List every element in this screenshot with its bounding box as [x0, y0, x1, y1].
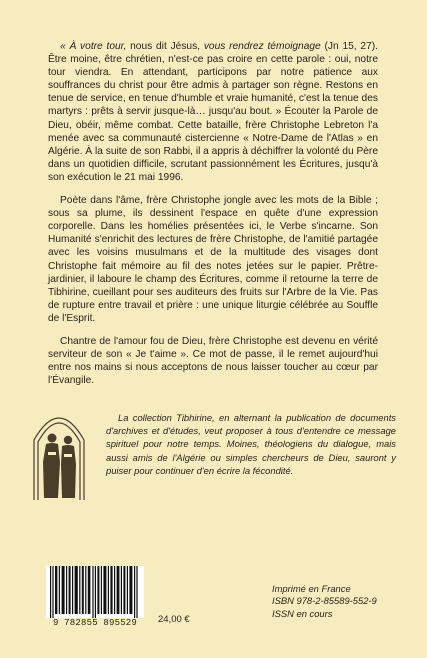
printed-in: Imprimé en France	[272, 583, 351, 594]
barcode	[40, 566, 150, 630]
price: 24,00 €	[158, 614, 190, 625]
paragraph-2: Poète dans l'âme, frère Christophe jongle avec les mots de la Bible ; sous sa plume, ils dessinent l'espace en quête d'une expression corporelle. Dans les homélies présentées ici, le Verbe s'incarne. Son Humanité s'enrichit des lectures de frère Christophe, de l'amitié partagée avec les voisins musulmans et de la multitude des visages dont Christophe fait mémoire au fil des notes jetées sur le papier. Prêtre-jardinier, il laboure le champ des Écritures, comme il retourne la terre de Tibhirine, cueillant pour ses auditeurs des fruits sur l'Arbre de la Vie. Pas de rupture entre travail et prière : une unique liturgie célébrée au Souffle de l'Esprit.	[48, 195, 378, 324]
collection-text: La collection Tibhirine, en alternant la publication de documents d'archives et d'études, veut proposer à tous d'entendre ce message spirituel pour notre temps. Moines, théologiens du dialogue, mais aussi amis de l'Algérie ou simples chercheurs de Dieu, sauront y puiser pour continuer d'en écrire la fécondité.	[106, 412, 396, 476]
barcode-icon	[46, 566, 144, 618]
quote-italic: vous rendrez témoignage	[203, 41, 321, 52]
issn: ISSN en cours	[272, 607, 333, 619]
cover-main-text	[48, 40, 378, 397]
paragraph-3: Chantre de l'amour fou de Dieu, frère Christophe est devenu en vérité serviteur de son « Je t'aime ». Ce mot de passe, il le remet aujourd'hui entre nos mains si nous acceptons de nous laisser toucher au cœur par l'Évangile.	[48, 335, 378, 387]
barcode-digits: 9 782855 895529	[52, 618, 137, 628]
quote-start: « À votre tour,	[60, 41, 127, 52]
imprint-info	[272, 583, 412, 620]
monks-arch-emblem-icon	[28, 402, 90, 502]
isbn: ISBN 978-2-85589-552-9	[272, 595, 377, 607]
paragraph-1-rest: (Jn 15, 27). Être moine, être chrétien, n'est-ce pas croire en cette parole : oui, notre tour viendra. En attendant, participons par notre patience aux souffrances du christ pour être admis à partager son règne. Restons en tenue de service, en tenue d'humble et vraie humanité, c'est la tenue des martyrs : prêts à servir jusque-là… jusqu'au bout. » Écouter la Parole de Dieu, obéir, même combat. Cette bataille, frère Christophe Lebreton l'a menée avec sa communauté cistercienne « Notre-Dame de l'Atlas » en Algérie. À la suite de son Rabbi, il a appris à déchiffrer la volonté du Père dans un quotidien difficile, scrutant passionnément les Écritures, jusqu'à son exécution le 21 mai 1996.	[48, 41, 378, 183]
collection-description	[106, 411, 396, 477]
quote-attribution: nous dit Jésus,	[126, 41, 204, 52]
paragraph-1	[48, 40, 378, 184]
